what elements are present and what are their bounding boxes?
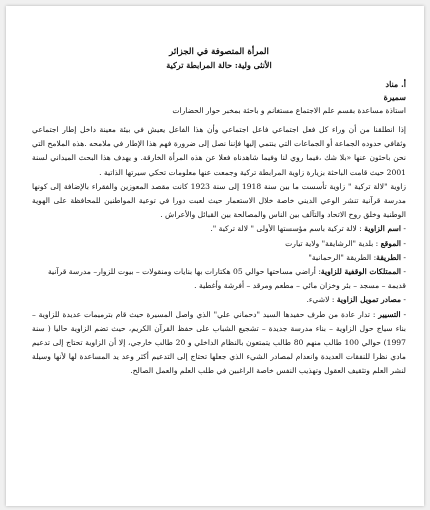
item-text: : أراضي مساحتها حوالي 05 هكتارات بها بنايات ومنقولات – بيوت للزوار– مدرسة قرآنية xyxy=(47,267,321,277)
document-content xyxy=(32,46,406,379)
item-label: الطريقة xyxy=(376,252,402,262)
paragraph-intro: إذا انطلقنا من أن وراء كل فعل اجتماعي فاعل اجتماعي وأن هذا الفاعل يعيش في بيئة معينة داخل إطار اجتماعي وثقافي حدوده الجماعة أو الجماعات التي ينتمي إليها فإننا نصل إلى ضرورة فهم هذا الإطار في ملامحه .هذه الملامح التي نحن باحثون عنها «بلا شك ،فيما روي لنا وفيما شاهدناه فعلا عن هذه المرأة الخارقة. و يهدف هذا البحث الميداني لسنة 2001 حيث قامت الباحثة بزيارة زاوية المرابطة تركية وجمعت عنها معلومات تحكي سيرتها الذاتية . xyxy=(32,125,406,177)
list-item: - اسم الزاوية : لالة تركية باسم مؤسستها الأولى " لالة تركية ". xyxy=(210,224,406,234)
author-label-line xyxy=(32,78,406,91)
author-label: مناد xyxy=(385,79,399,89)
list-item: - الممتلكات الوقفية للزاوية: أراضي مساحتها حوالي 05 هكتارات بها بنايات ومنقولات – بيوت للزوار– مدرسة قرآنية xyxy=(47,267,406,277)
document-page xyxy=(6,6,424,506)
item-label: اسم الزاوية xyxy=(364,224,402,234)
item-text: : الطريقة "الرحمانية" xyxy=(308,252,377,262)
item-text: قديمة – مسجد – بئر وخزان مائي – مطعم ومرقد – أفرشة وأغطية . xyxy=(194,281,406,291)
author-prefix: أ. xyxy=(398,79,406,89)
item-label: الممتلكات الوقفية للزاوية xyxy=(320,267,402,277)
item-label: التسيير xyxy=(378,309,401,319)
item-text: : لاشيء. xyxy=(306,295,337,305)
document-title: المرأة المتصوفة في الجزائر xyxy=(169,47,269,57)
item-text: : تدار عادة من طرف حفيدها السيد "دحماني علي" الذي واصل المسيرة حيث قام بترميمات عديدة للزاوية – بناء سياج حول الزاوية – بناء مدرسة جديدة – تشجيع الشباب على حفظ القرآن الكريم، حيث تضم الزاوية حاليا ( سنة 1997) حوالي 100 طالب منهم 80 طالب يتمتعون بالنظام الداخلي و 20 طالب خارجي، إلا أن الزاوية تحتاج إلى تدعيم مادي نظرا للنفقات العديدة وانعدام لمصادر الشيء الذي جعلها تحتاج إلى التدعيم أكثر وعد يد المساعدة لها لأنها وسيلة لنشر العلم وتثقيف العقول وتهذيب النفس خاصة الراغبين في طلب العلم والعمل الصالح. xyxy=(32,309,406,376)
list-item: - الموقع : بلدية "الرشايقة" ولاية تيارت xyxy=(285,238,406,248)
paragraph-zawiya: زاوية "لالة تركية " زاوية تأسست ما بين سنة 1918 إلى سنة 1923 كانت مقصد المعوزين والفقراء بالإضافة إلى كونها مدرسة قرآنية تنشر الوعي الديني خاصة خلال الاستعمار حيث لعبت دورا في توعية المواطنين للمحافظة على الهوية الوطنية وخلق روح الاتحاد والتآلف بين الناس والمصالحة بين القبائل والأعراش . xyxy=(32,181,406,220)
list-item: - مصادر تمويل الزاوية : لاشيء. xyxy=(306,295,406,305)
author-affiliation: استاذة مساعدة بقسم علم الاجتماع مستغانم و باحثة بمخبر حوار الحضارات xyxy=(172,106,406,115)
item-label: مصادر تمويل الزاوية xyxy=(336,295,402,305)
item-text: : لالة تركية باسم مؤسستها الأولى " لالة تركية ". xyxy=(210,224,365,234)
author-name: سميرة xyxy=(383,92,406,102)
item-text: : بلدية "الرشايقة" ولاية تيارت xyxy=(285,238,381,248)
list-item xyxy=(32,279,406,293)
list-item: - التسيير : تدار عادة من طرف حفيدها السيد "دحماني علي" الذي واصل المسيرة حيث قام بترميمات عديدة للزاوية – بناء سياج حول الزاوية – بناء مدرسة جديدة – تشجيع الشباب على حفظ القرآن الكريم، حيث تضم الزاوية حاليا ( سنة 1997) حوالي 100 طالب منهم 80 طالب يتمتعون بالنظام الداخلي و 20 طالب خارجي، إلا أن الزاوية تحتاج إلى تدعيم مادي نظرا للنفقات العديدة وانعدام لمصادر الشيء الذي جعلها تحتاج إلى التدعيم أكثر وعد يد المساعدة لها لأنها وسيلة لنشر العلم وتثقيف العقول وتهذيب النفس خاصة الراغبين في طلب العلم والعمل الصالح. xyxy=(32,309,407,376)
document-subtitle: الأنثى ولية: حالة المرابطة تركية xyxy=(166,60,272,70)
list-item: - الطريقة: الطريقة "الرحمانية" xyxy=(308,252,406,262)
item-label: الموقع xyxy=(380,238,402,248)
